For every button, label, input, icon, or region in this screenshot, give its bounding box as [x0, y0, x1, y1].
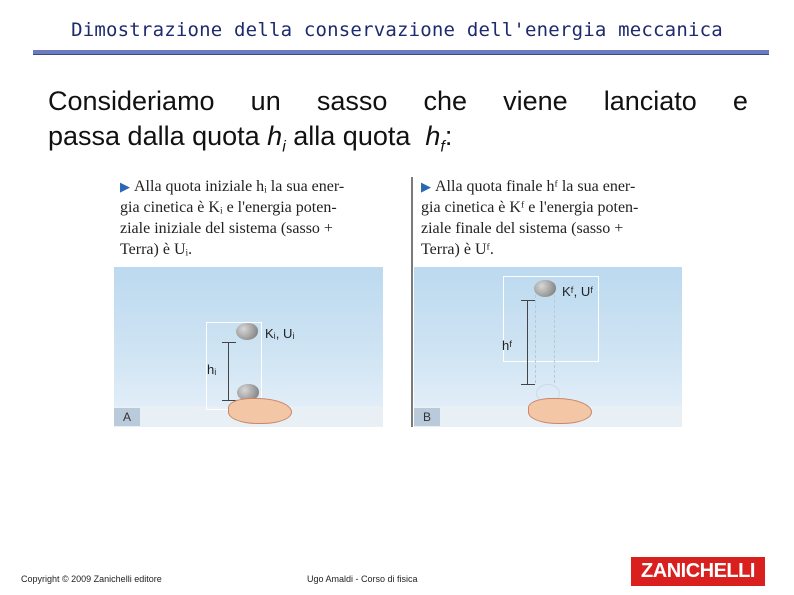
stone-icon: [236, 323, 258, 340]
intro-line-2-mid: alla quota: [285, 121, 418, 151]
intro-word: viene: [503, 86, 568, 116]
zanichelli-logo: ZANICHELLI: [631, 557, 765, 586]
caption-line: ziale finale del sistema (sasso +: [421, 220, 624, 237]
caption-line: [421, 176, 689, 197]
caption-line: Terra) è Uᶠ.: [421, 241, 494, 258]
intro-word: Consideriamo: [48, 86, 215, 116]
intro-word: sasso: [316, 86, 388, 116]
panel-a-caption: [120, 176, 388, 260]
intro-colon: :: [444, 121, 453, 151]
intro-text: [48, 84, 748, 164]
height-label: hᶠ: [502, 338, 513, 353]
course-text: Ugo Amaldi - Corso di fisica: [307, 574, 418, 584]
panel-label: B: [414, 408, 440, 426]
intro-word: che: [423, 86, 467, 116]
panel-label: A: [114, 408, 140, 426]
caption-line: gia cinetica è Kᵢ e l'energia poten-: [120, 199, 337, 216]
caption-text: Alla quota iniziale hᵢ la sua ener-: [134, 178, 345, 195]
height-tick-bottom: [521, 384, 535, 385]
intro-line-1: [48, 84, 748, 119]
height-label: hᵢ: [207, 362, 217, 377]
energy-label: Kᶠ, Uᶠ: [562, 284, 594, 299]
intro-word: e: [732, 86, 748, 116]
caption-line: ziale iniziale del sistema (sasso +: [120, 220, 333, 237]
stone-icon: [534, 280, 556, 297]
intro-word: lanciato: [603, 86, 697, 116]
subscript-i: i: [282, 138, 286, 156]
height-tick-top: [222, 342, 236, 343]
panel-b-caption: [421, 176, 689, 260]
caption-line: gia cinetica è Kᶠ e l'energia poten-: [421, 199, 639, 216]
subscript-f: f: [440, 138, 445, 156]
intro-line-2-prefix: passa dalla quota: [48, 121, 268, 151]
intro-word: un: [250, 86, 281, 116]
bullet-triangle-icon: ▶: [120, 179, 130, 194]
hand-icon: [528, 398, 592, 424]
intro-line-2: [48, 119, 748, 164]
copyright-text: Copyright © 2009 Zanichelli editore: [21, 574, 162, 584]
slide-title: Dimostrazione della conservazione dell'energia meccanica: [71, 19, 723, 41]
symbol-h-initial: h: [267, 121, 283, 151]
caption-line: [120, 176, 388, 197]
bullet-triangle-icon: ▶: [421, 179, 431, 194]
height-tick-top: [521, 300, 535, 301]
hand-icon: [228, 398, 292, 424]
caption-line: Terra) è Uᵢ.: [120, 241, 193, 258]
height-arrow: [527, 300, 528, 384]
height-arrow: [228, 342, 229, 400]
title-underline: [33, 50, 769, 55]
symbol-h-final: h: [425, 121, 441, 151]
energy-label: Kᵢ, Uᵢ: [265, 326, 295, 341]
trajectory-trail: [535, 295, 555, 383]
panel-divider: [411, 177, 413, 427]
caption-text: Alla quota finale hᶠ la sua ener-: [435, 178, 636, 195]
